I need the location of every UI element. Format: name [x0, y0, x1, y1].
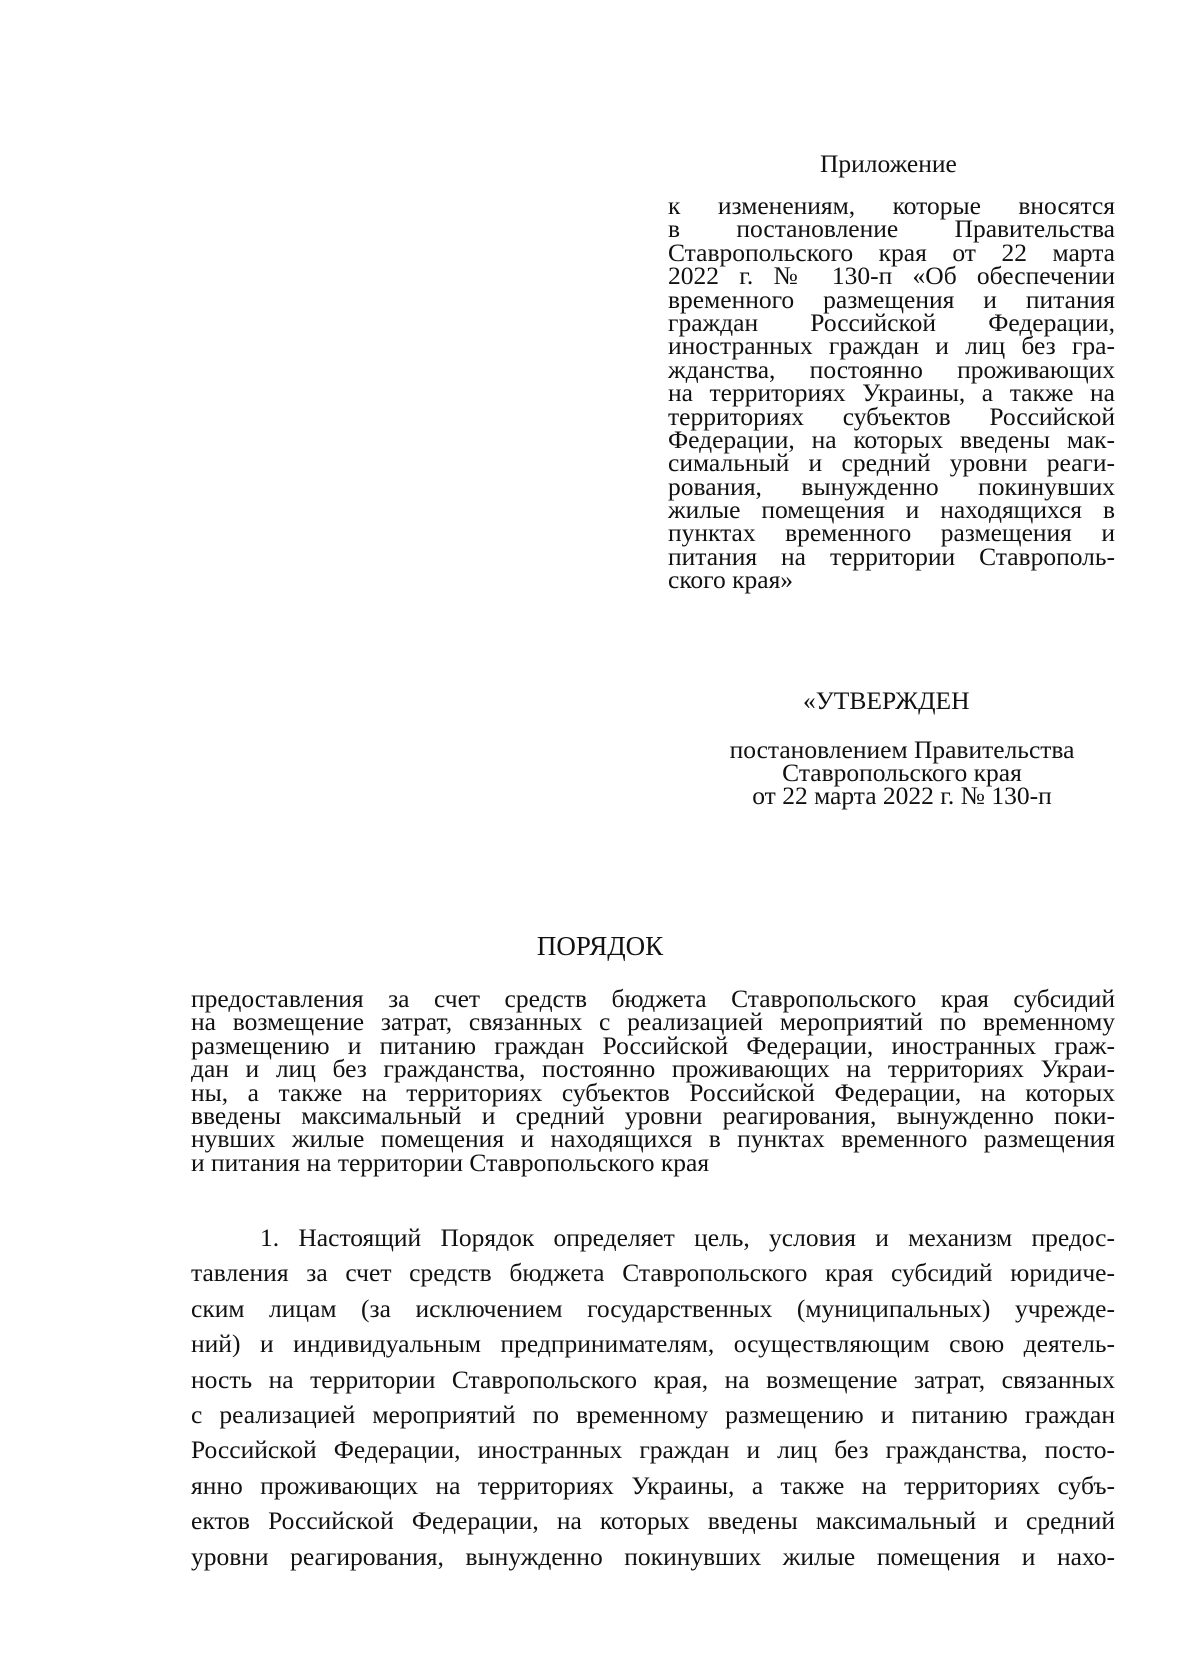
- appendix-line: Ставропольского края от 22 марта: [668, 237, 1115, 267]
- paragraph-line: ским лицам (за исключением государственных (муниципальных) учрежде-: [191, 1293, 1115, 1323]
- appendix-line: ского края»: [668, 565, 794, 595]
- appendix-line: пунктах временного размещения и: [668, 518, 1115, 548]
- appendix-line: на территориях Украины, а также на: [668, 378, 1115, 408]
- approved-line: постановлением Правительства: [729, 735, 1075, 764]
- subtitle-line: на возмещение затрат, связанных с реализацией мероприятий по временному: [191, 1007, 1115, 1037]
- appendix-line: симальный и средний уровни реаги-: [668, 448, 1115, 478]
- subtitle-line: и питания на территории Ставропольского края: [191, 1147, 710, 1177]
- appendix-body: [668, 191, 1115, 595]
- appendix-title: Приложение: [820, 149, 957, 178]
- paragraph-line: ний) и индивидуальным предпринимателям, осуществляющим свою деятель-: [191, 1329, 1115, 1359]
- paragraph-line: тавления за счет средств бюджета Ставропольского края субсидий юридиче-: [191, 1258, 1115, 1288]
- paragraph-line: ность на территории Ставропольского края, на возмещение затрат, связанных: [191, 1364, 1115, 1394]
- appendix-line: Федерации, на которых введены мак-: [668, 424, 1115, 454]
- appendix-line: в постановление Правительства: [668, 214, 1115, 244]
- order-subtitle: [191, 984, 1115, 1177]
- appendix-line: жданства, постоянно проживающих: [668, 354, 1115, 384]
- appendix-line: граждан Российской Федерации,: [668, 307, 1115, 337]
- subtitle-line: введены максимальный и средний уровни реагирования, вынужденно поки-: [191, 1100, 1115, 1130]
- appendix-line: питания на территории Ставрополь-: [668, 541, 1115, 571]
- appendix-line: жилые помещения и находящихся в: [668, 495, 1115, 525]
- appendix-line: временного размещения и питания: [668, 284, 1115, 314]
- appendix-line: рования, вынужденно покинувших: [668, 471, 1115, 501]
- approved-line: от 22 марта 2022 г. № 130-п: [752, 781, 1052, 810]
- approved-body: [702, 735, 1102, 810]
- paragraph-line: с реализацией мероприятий по временному размещению и питанию граждан: [191, 1399, 1115, 1429]
- appendix-line: к изменениям, которые вносятся: [668, 191, 1115, 220]
- paragraph-line: янно проживающих на территориях Украины, а также на территориях субъ-: [191, 1470, 1115, 1500]
- subtitle-line: размещению и питанию граждан Российской Федерации, иностранных граж-: [191, 1030, 1115, 1060]
- subtitle-line: предоставления за счет средств бюджета Ставропольского края субсидий: [191, 984, 1115, 1013]
- appendix-line: территориях субъектов Российской: [668, 401, 1115, 431]
- paragraph-line: Российской Федерации, иностранных граждан и лиц без гражданства, посто-: [191, 1435, 1115, 1465]
- paragraph-line: уровни реагирования, вынужденно покинувших жилые помещения и нахо-: [191, 1541, 1115, 1571]
- subtitle-line: ны, а также на территориях субъектов Российской Федерации, на которых: [191, 1077, 1115, 1107]
- subtitle-line: дан и лиц без гражданства, постоянно проживающих на территориях Украи-: [191, 1054, 1115, 1084]
- order-title: ПОРЯДОК: [536, 931, 664, 961]
- paragraph-line: ектов Российской Федерации, на которых введены максимальный и средний: [191, 1506, 1115, 1536]
- appendix-line: иностранных граждан и лиц без гра-: [668, 331, 1115, 361]
- appendix-line: 2022 г. № 130-п «Об обеспечении: [668, 261, 1115, 291]
- approved-heading: «УТВЕРЖДЕН: [803, 686, 970, 715]
- paragraph-line: 1. Настоящий Порядок определяет цель, условия и механизм предос-: [260, 1223, 1115, 1252]
- subtitle-line: нувших жилые помещения и находящихся в пунктах временного размещения: [191, 1124, 1115, 1154]
- approved-line: Ставропольского края: [782, 758, 1022, 787]
- paragraph-1: [191, 1220, 1115, 1574]
